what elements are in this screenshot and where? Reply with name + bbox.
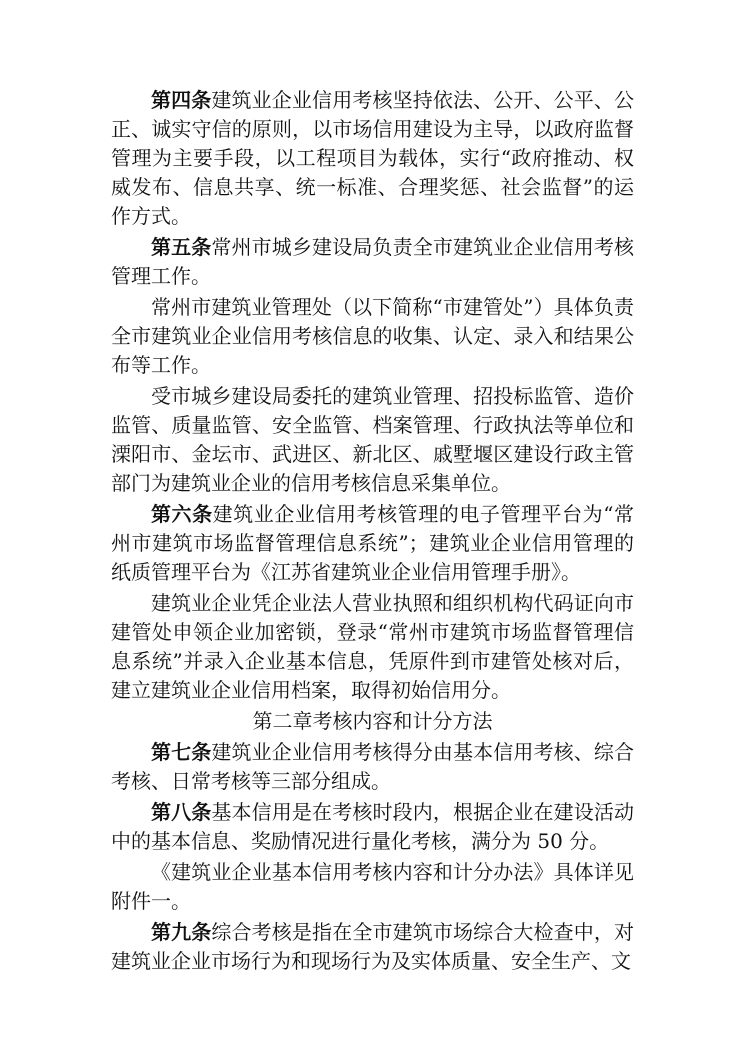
article-4-number: 第四条 <box>151 88 212 112</box>
article-8-number: 第八条 <box>151 800 212 824</box>
article-5-paragraph <box>111 233 634 291</box>
article-5-text: 常州市城乡建设局负责全市建筑业企业信用考核管理工作。 <box>111 235 635 288</box>
article-6-clause-2: 建筑业企业凭企业法人营业执照和组织机构代码证向市建管处申领企业加密锁，登录“常州市建筑市场监督管理信息系统”并录入企业基本信息，凭原件到市建管处核对后，建立建筑业企业信用档案，取得初始信用分。 <box>111 591 634 702</box>
article-4-text: 建筑业企业信用考核坚持依法、公开、公平、公正、诚实守信的原则，以市场信用建设为主导，以政府监督管理为主要手段，以工程项目为载体，实行“政府推动、权威发布、信息共享、统一标准、合理奖惩、社会监督”的运作方式。 <box>111 88 635 228</box>
article-7-text: 建筑业企业信用考核得分由基本信用考核、综合考核、日常考核等三部分组成。 <box>111 740 635 793</box>
article-5-clause-3: 受市城乡建设局委托的建筑业管理、招投标监管、造价监管、质量监管、安全监管、档案管理、行政执法等单位和溧阳市、金坛市、武进区、新北区、戚墅堰区建设行政主管部门为建筑业企业的信用考核信息采集单位。 <box>111 384 634 495</box>
article-9-paragraph <box>111 918 634 976</box>
article-9-number: 第九条 <box>151 920 212 944</box>
article-6-text: 建筑业企业信用考核管理的电子管理平台为“常州市建筑市场监督管理信息系统”；建筑业企业信用管理的纸质管理平台为《江苏省建筑业企业信用管理手册》。 <box>111 502 634 584</box>
article-9-text: 综合考核是指在全市建筑市场综合大检查中，对建筑业企业市场行为和现场行为及实体质量、安全生产、文 <box>111 920 635 973</box>
article-8-clause-2: 《建筑业企业基本信用考核内容和计分办法》具体详见附件一。 <box>111 860 634 913</box>
article-6-number: 第六条 <box>151 502 213 526</box>
article-8-text: 基本信用是在考核时段内，根据企业在建设活动中的基本信息、奖励情况进行量化考核，满分为 50 分。 <box>111 800 635 853</box>
article-5-clause-2: 常州市建筑业管理处（以下简称“市建管处”）具体负责全市建筑业企业信用考核信息的收集、认定、录入和结果公布等工作。 <box>111 295 634 377</box>
article-7-number: 第七条 <box>151 740 212 764</box>
article-6-paragraph <box>111 500 634 587</box>
article-8-paragraph <box>111 798 634 856</box>
article-7-paragraph <box>111 738 634 796</box>
document-page <box>111 86 634 976</box>
article-4-paragraph <box>111 86 634 231</box>
chapter-heading: 第二章考核内容和计分方法 <box>252 709 493 733</box>
article-5-number: 第五条 <box>151 235 212 259</box>
